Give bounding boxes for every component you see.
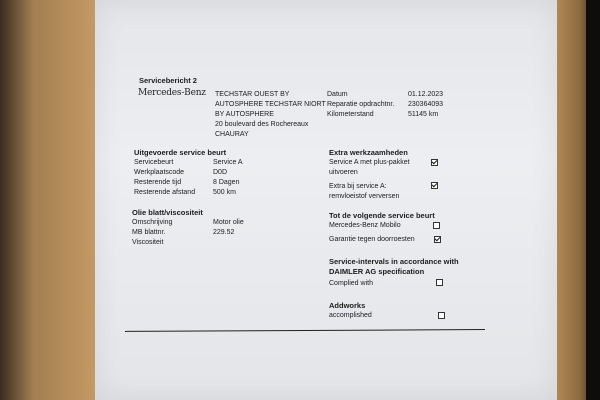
- extra-item-checkbox[interactable]: [431, 159, 438, 166]
- service-label: Resterende afstand: [134, 189, 196, 196]
- extra-item-checkbox[interactable]: [431, 182, 438, 189]
- dark-edge: [586, 0, 600, 400]
- oil-value: Motor olie: [213, 219, 244, 226]
- service-value: Service A: [213, 159, 243, 166]
- info-label-order: Reparatie opdrachtnr.: [327, 101, 395, 108]
- addworks-checkbox[interactable]: [438, 312, 445, 319]
- service-label: Resterende tijd: [134, 179, 182, 186]
- mercedes-benz-logo: Mercedes-Benz: [138, 88, 206, 98]
- extra-item-line: Service A met plus-pakket: [329, 159, 410, 166]
- dealer-line: CHAURAY: [215, 131, 249, 138]
- divider-line: [125, 329, 485, 332]
- extra-item-line: Extra bij service A:: [329, 183, 387, 190]
- oil-label: Viscositeit: [132, 239, 164, 246]
- until-item-checkbox[interactable]: [433, 222, 440, 229]
- until-item-checkbox[interactable]: [434, 236, 441, 243]
- dealer-line: BY AUTOSPHERE: [215, 111, 274, 118]
- service-label: Servicebeurt: [134, 159, 174, 166]
- until-heading: Tot de volgende service beurt: [329, 211, 435, 220]
- report-title: Servicebericht 2: [139, 76, 197, 85]
- extra-item-line: uitvoeren: [329, 169, 358, 176]
- info-value-order: 230364093: [408, 101, 444, 108]
- service-value: 8 Dagen: [213, 179, 240, 186]
- oil-label: MB blattnr.: [132, 229, 166, 236]
- addworks-heading: Addworks: [329, 301, 366, 310]
- intervals-heading: DAIMLER AG specification: [329, 267, 425, 276]
- service-label: Werkplaatscode: [134, 169, 185, 176]
- intervals-checkbox[interactable]: [436, 279, 443, 286]
- oil-label: Omschrijving: [132, 219, 173, 226]
- extra-item-line: remvloeistof verversen: [329, 193, 400, 200]
- info-label-datum: Datum: [327, 91, 348, 98]
- info-label-km: Kilometerstand: [327, 111, 374, 118]
- intervals-item-label: Complied with: [329, 280, 373, 287]
- oil-value: 229.52: [213, 229, 235, 236]
- dealer-line: AUTOSPHERE TECHSTAR NIORT: [215, 101, 326, 108]
- desk-surface-left: [0, 0, 95, 400]
- service-value: D0D: [213, 169, 228, 176]
- until-item-label: Mercedes-Benz Mobilo: [329, 222, 401, 229]
- oil-heading: Olie blatt/viscositeit: [132, 208, 203, 217]
- service-value: 500 km: [213, 189, 236, 196]
- service-report-paper: [95, 0, 557, 400]
- info-value-km: 51145 km: [408, 111, 439, 118]
- service-heading: Uitgevoerde service beurt: [134, 148, 227, 157]
- until-item-label: Garantie tegen doorroesten: [329, 236, 415, 243]
- intervals-heading: Service-intervals in accordance with: [329, 257, 459, 266]
- info-value-datum: 01.12.2023: [408, 91, 444, 98]
- dealer-line: TECHSTAR OUEST BY: [215, 91, 290, 98]
- extra-heading: Extra werkzaamheden: [329, 148, 408, 157]
- addworks-item-label: accomplished: [329, 312, 372, 319]
- dealer-line: 20 boulevard des Rochereaux: [215, 121, 309, 128]
